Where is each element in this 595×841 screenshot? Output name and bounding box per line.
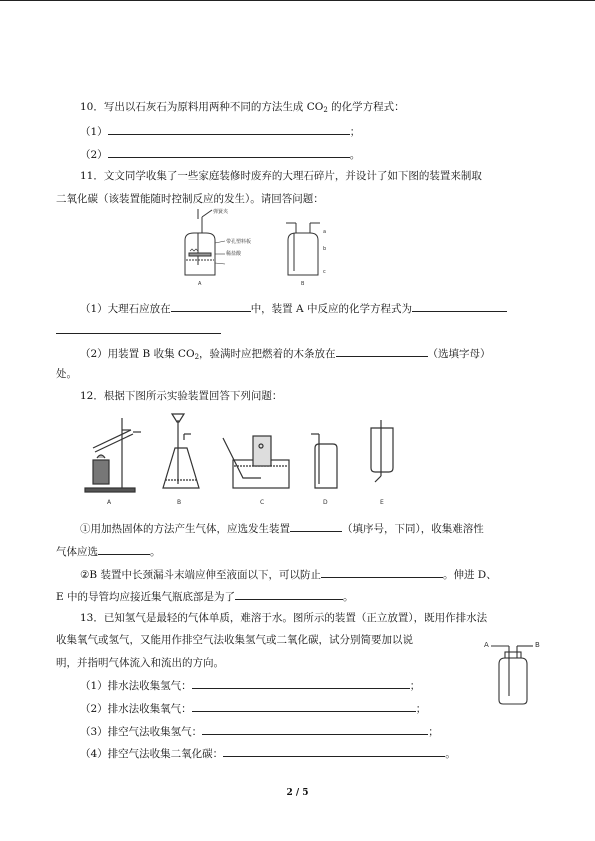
q13-prompt-line-1: 13．已知氢气是最轻的气体单质，难溶于水。图所示的装置（正立放置），既用作排水法 bbox=[80, 612, 488, 624]
q11-part-2-cont: 处。 bbox=[56, 368, 77, 380]
q10-prompt: 10．写出以石灰石为原料用两种不同的方法生成 $CO_2$ 的化学方程式： bbox=[80, 101, 405, 114]
label-C: C bbox=[260, 499, 265, 506]
apparatus-A bbox=[85, 418, 141, 492]
label-A: A bbox=[107, 499, 112, 506]
q11-part-1: （1）大理石应放在 中，装置 A 中反应的化学方程式为 bbox=[80, 300, 507, 316]
q13-item-1: （1）排水法收集氢气： ； bbox=[80, 677, 420, 693]
q10-line-1: （1） ； bbox=[80, 123, 360, 139]
answer-blank[interactable] bbox=[171, 300, 251, 312]
answer-blank[interactable] bbox=[290, 520, 342, 532]
q11-prompt-line-2: 二氧化碳（该装置能随时控制反应的发生）。请回答问题： bbox=[56, 193, 324, 205]
answer-blank[interactable] bbox=[202, 723, 428, 735]
label-port-A: A bbox=[484, 641, 489, 649]
q12-sub-1: ①用加热固体的方法产生气体，应选发生装置 （填序号，下同），收集难溶性 bbox=[80, 520, 484, 536]
header-rule bbox=[0, 0, 595, 1]
label-plate: 带孔塑料板 bbox=[226, 239, 252, 245]
apparatus-B bbox=[163, 414, 199, 488]
q13-item-4: （4）排空气法收集二氧化碳： 。 bbox=[80, 745, 456, 761]
apparatus-D bbox=[311, 434, 337, 488]
answer-blank[interactable] bbox=[192, 677, 410, 689]
answer-blank[interactable] bbox=[98, 543, 150, 555]
q11-part-2: （2）用装置 B 收集 $CO_2$，验满时应把燃着的木条放在 （选填字母） bbox=[80, 345, 491, 361]
apparatus-E bbox=[371, 420, 393, 482]
answer-blank[interactable] bbox=[336, 345, 428, 357]
answer-blank[interactable] bbox=[412, 300, 507, 312]
label-port-c: c bbox=[323, 269, 326, 275]
answer-blank[interactable] bbox=[108, 123, 350, 135]
q12-sub-2-cont: E 中的导管均应接近集气瓶底部是为了 。 bbox=[56, 588, 354, 604]
label-a: A bbox=[198, 281, 202, 287]
label-port-b: b bbox=[323, 246, 327, 252]
q13-item-3: （3）排空气法收集氢气： ； bbox=[80, 723, 439, 739]
q12-sub-2: ②B 装置中长颈漏斗末端应伸至液面以下，可以防止 。伸进 D、 bbox=[80, 566, 497, 582]
label-port-a: a bbox=[323, 229, 327, 235]
label-port-B: B bbox=[535, 641, 540, 649]
q12-figure bbox=[75, 408, 415, 510]
q12-sub-1-cont: 气体应选 。 bbox=[56, 543, 161, 559]
q11-figure bbox=[170, 205, 340, 290]
answer-blank[interactable] bbox=[235, 588, 343, 600]
answer-blank[interactable] bbox=[321, 566, 443, 578]
label-clamp: 弹簧夹 bbox=[213, 209, 229, 215]
q11-part-1-cont bbox=[56, 322, 221, 338]
apparatus-a bbox=[185, 209, 225, 275]
answer-blank[interactable] bbox=[192, 700, 416, 712]
answer-blank[interactable] bbox=[56, 322, 221, 334]
label-E: E bbox=[380, 499, 384, 506]
answer-blank[interactable] bbox=[223, 745, 445, 757]
q13-prompt-line-2: 收集氧气或氢气，又能用作排空气法收集氢气或二氧化碳，试分别简要加以说 bbox=[56, 634, 413, 646]
label-D: D bbox=[323, 499, 328, 506]
label-b: B bbox=[301, 281, 305, 287]
q10-line-2: （2） 。 bbox=[80, 146, 360, 162]
apparatus-b bbox=[286, 223, 320, 275]
label-B: B bbox=[177, 499, 182, 506]
label-marble: 稀盐酸 bbox=[226, 251, 242, 257]
q13-figure bbox=[483, 636, 543, 706]
apparatus-C bbox=[223, 436, 289, 488]
q13-item-2: （2）排水法收集氧气： ； bbox=[80, 700, 426, 716]
page-number: 2 / 5 bbox=[286, 788, 309, 798]
q12-prompt: 12．根据下图所示实验装置回答下列问题： bbox=[80, 390, 283, 402]
answer-blank[interactable] bbox=[108, 146, 350, 158]
gas-bottle bbox=[491, 646, 533, 704]
q11-prompt-line-1: 11．文文同学收集了一些家庭装修时废弃的大理石碎片，并设计了如下图的装置来制取 bbox=[80, 170, 482, 182]
q13-prompt-line-3: 明，并指明气体流入和流出的方向。 bbox=[56, 657, 224, 669]
